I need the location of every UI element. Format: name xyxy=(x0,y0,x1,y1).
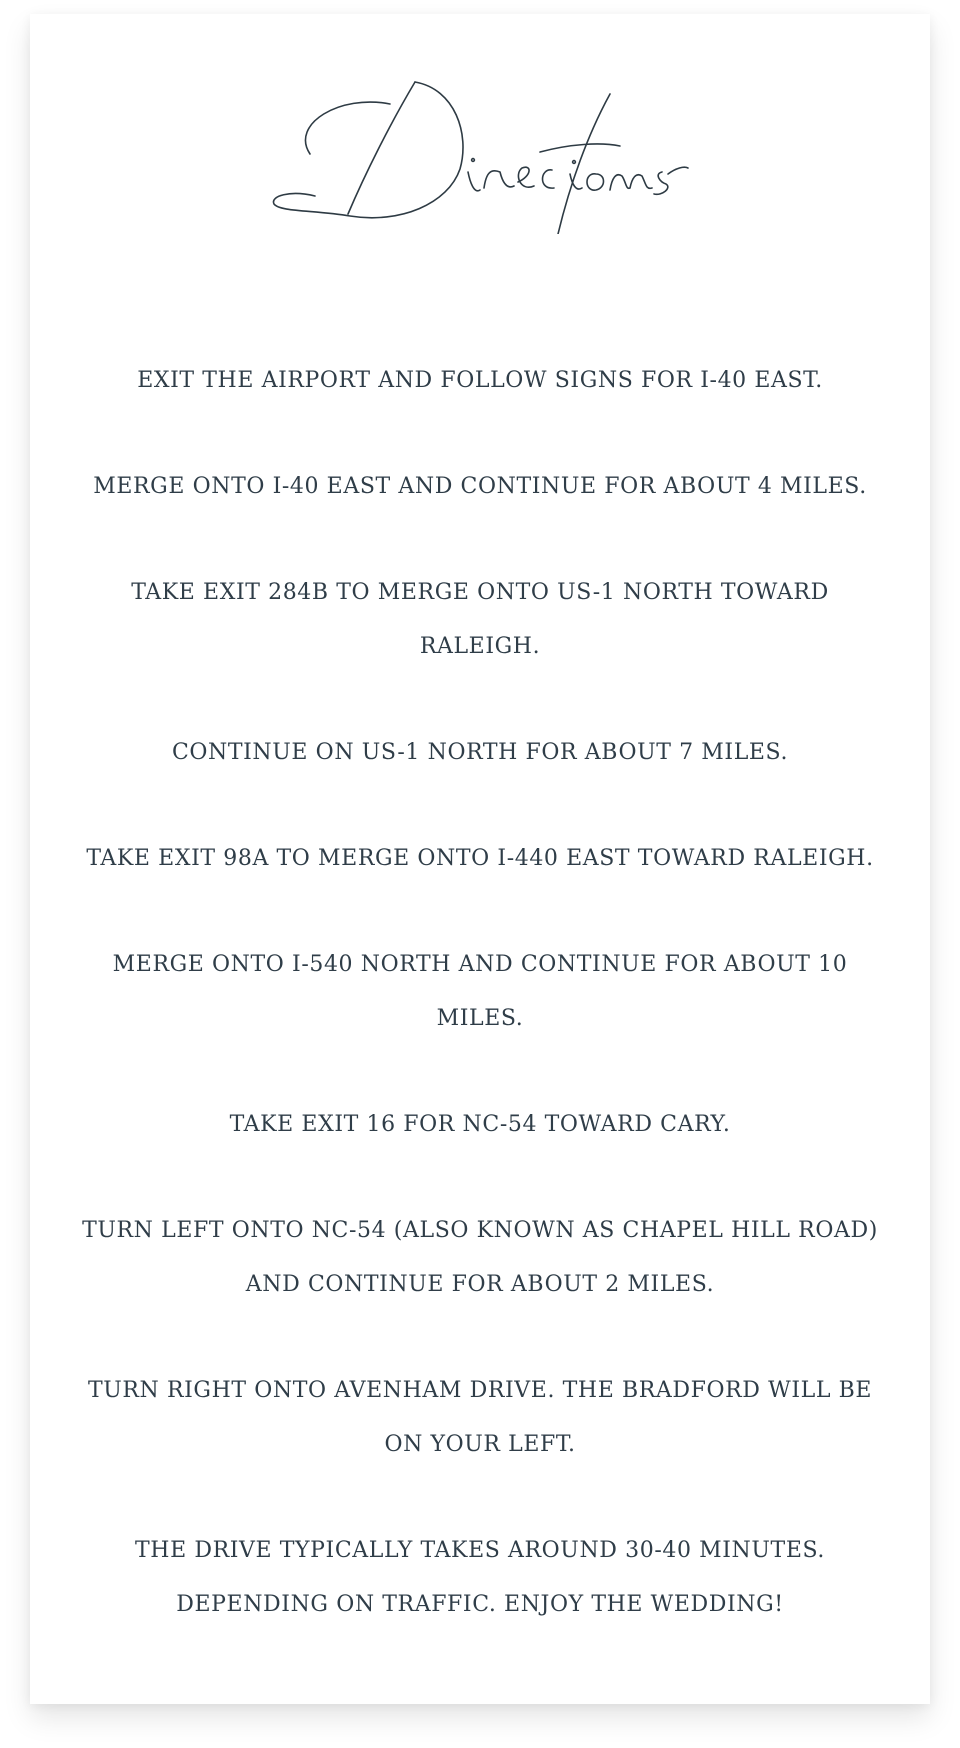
directions-title xyxy=(30,64,930,244)
list-item xyxy=(30,1098,930,1152)
step-text: TAKE EXIT 284B TO MERGE ONTO US-1 NORTH TOWARD RALEIGH. xyxy=(131,580,829,659)
list-item xyxy=(30,354,930,408)
script-title-lettering xyxy=(270,64,690,234)
list-item xyxy=(30,726,930,780)
step-text: TAKE EXIT 16 FOR NC-54 TOWARD CARY. xyxy=(229,1112,731,1137)
step-text: EXIT THE AIRPORT AND FOLLOW SIGNS FOR I-40 EAST. xyxy=(137,368,823,393)
step-text: CONTINUE ON US-1 NORTH FOR ABOUT 7 MILES. xyxy=(171,740,789,765)
step-text: MERGE ONTO I-40 EAST AND CONTINUE FOR ABOUT 4 MILES. xyxy=(93,474,867,499)
list-item xyxy=(30,460,930,514)
list-item xyxy=(30,1364,930,1472)
list-item xyxy=(30,832,930,886)
list-item xyxy=(30,566,930,674)
list-item xyxy=(30,938,930,1046)
list-item xyxy=(30,1524,930,1632)
list-item xyxy=(30,1204,930,1312)
directions-card xyxy=(30,14,930,1704)
directions-list xyxy=(30,354,930,1684)
step-text: THE DRIVE TYPICALLY TAKES AROUND 30-40 MINUTES. DEPENDING ON TRAFFIC. ENJOY THE WEDDING! xyxy=(135,1538,825,1617)
step-text: TURN LEFT ONTO NC-54 (ALSO KNOWN AS CHAPEL HILL ROAD) AND CONTINUE FOR ABOUT 2 MILES. xyxy=(82,1218,878,1297)
step-text: TURN RIGHT ONTO AVENHAM DRIVE. THE BRADFORD WILL BE ON YOUR LEFT. xyxy=(87,1378,873,1457)
step-text: TAKE EXIT 98A TO MERGE ONTO I-440 EAST TOWARD RALEIGH. xyxy=(86,846,874,871)
step-text: MERGE ONTO I-540 NORTH AND CONTINUE FOR ABOUT 10 MILES. xyxy=(112,952,848,1031)
